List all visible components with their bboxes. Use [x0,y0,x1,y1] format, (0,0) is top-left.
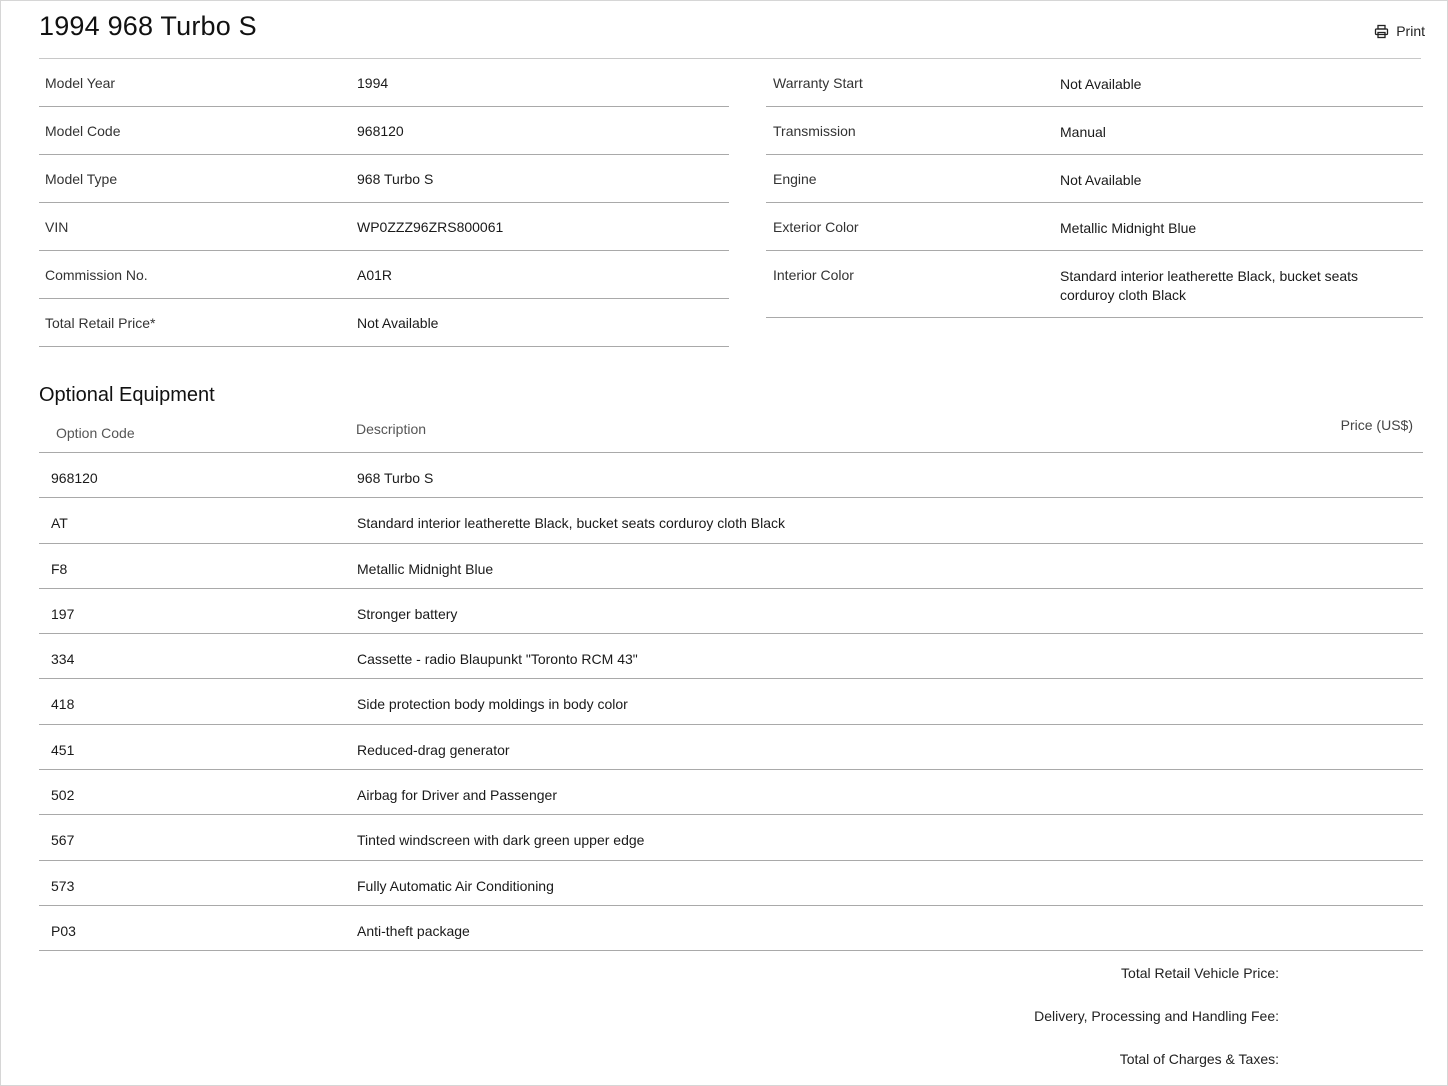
table-row [39,770,1423,815]
header-description: Description [356,421,427,437]
option-code: 502 [51,787,75,804]
print-label: Print [1396,23,1425,39]
table-row [39,589,1423,634]
spec-row-model-code [39,107,729,155]
table-row [39,634,1423,679]
spec-row-engine [766,155,1423,203]
table-row [39,725,1423,770]
option-code: 197 [51,605,75,622]
spec-label: Model Type [45,171,118,187]
spec-row-transmission [766,107,1423,155]
option-description: Tinted windscreen with dark green upper edge [357,832,645,849]
option-code: 567 [51,832,75,849]
spec-value: 968 Turbo S [357,171,434,187]
option-code: AT [51,515,68,532]
printer-icon [1374,24,1389,39]
spec-label: Commission No. [45,267,148,283]
spec-row-total-retail-price [39,299,729,347]
total-retail-vehicle-price-label: Total Retail Vehicle Price: [1121,965,1279,981]
option-code: 573 [51,877,75,894]
table-row [39,453,1423,498]
spec-row-model-type [39,155,729,203]
spec-value: 968120 [357,123,404,139]
option-code: F8 [51,560,68,577]
charges-taxes-label: Total of Charges & Taxes: [1119,1051,1279,1067]
optional-equipment-title: Optional Equipment [39,384,215,406]
spec-row-commission-no [39,251,729,299]
spec-value: Metallic Midnight Blue [1060,220,1197,236]
options-table-header [39,411,1423,453]
option-description: Metallic Midnight Blue [357,560,494,577]
spec-table-right [766,59,1423,318]
spec-label: Exterior Color [773,219,859,235]
spec-value: Not Available [1060,172,1142,188]
table-row [39,498,1423,543]
spec-value: Manual [1060,124,1106,140]
table-row [39,861,1423,906]
table-row [39,815,1423,860]
spec-value: Not Available [357,315,439,331]
header-price: Price (US$) [1340,417,1413,433]
option-description: Standard interior leatherette Black, bucket seats corduroy cloth Black [357,515,785,532]
header-option-code: Option Code [56,425,135,441]
option-description: 968 Turbo S [357,470,434,486]
option-code: 968120 [51,470,98,486]
spec-label: Interior Color [773,267,854,283]
spec-label: Total Retail Price* [45,315,156,331]
option-description: Reduced-drag generator [357,741,510,758]
delivery-fee-label: Delivery, Processing and Handling Fee: [1034,1008,1279,1024]
spec-row-model-year [39,59,729,107]
spec-row-vin [39,203,729,251]
spec-value: Standard interior leatherette Black, bucket seats corduroy cloth Black [1060,268,1359,303]
option-description: Side protection body moldings in body color [357,696,628,713]
spec-label: Model Year [45,75,116,91]
spec-label: Warranty Start [773,75,863,91]
spec-row-interior-color [766,251,1423,318]
print-button[interactable] [1374,23,1425,39]
table-row [39,906,1423,951]
option-description: Anti-theft package [357,922,470,939]
spec-value: Not Available [1060,76,1142,92]
totals-summary [1034,965,1279,1086]
options-table [39,453,1423,951]
option-code: 334 [51,651,75,668]
option-description: Cassette - radio Blaupunkt "Toronto RCM 43" [357,651,638,668]
option-code: 451 [51,741,75,758]
spec-row-warranty-start [766,59,1423,107]
spec-label: VIN [45,219,69,235]
spec-table-left [39,59,729,347]
spec-value: A01R [357,267,393,283]
spec-value: WP0ZZZ96ZRS800061 [357,219,504,235]
option-description: Fully Automatic Air Conditioning [357,877,554,894]
option-description: Stronger battery [357,605,458,622]
option-description: Airbag for Driver and Passenger [357,787,557,804]
page-title: 1994 968 Turbo S [39,11,257,41]
table-row [39,544,1423,589]
option-code: 418 [51,696,75,713]
table-row [39,679,1423,724]
spec-value: 1994 [357,75,389,91]
spec-label: Transmission [773,123,856,139]
spec-row-exterior-color [766,203,1423,251]
spec-label: Engine [773,171,817,187]
spec-label: Model Code [45,123,121,139]
option-code: P03 [51,922,76,939]
